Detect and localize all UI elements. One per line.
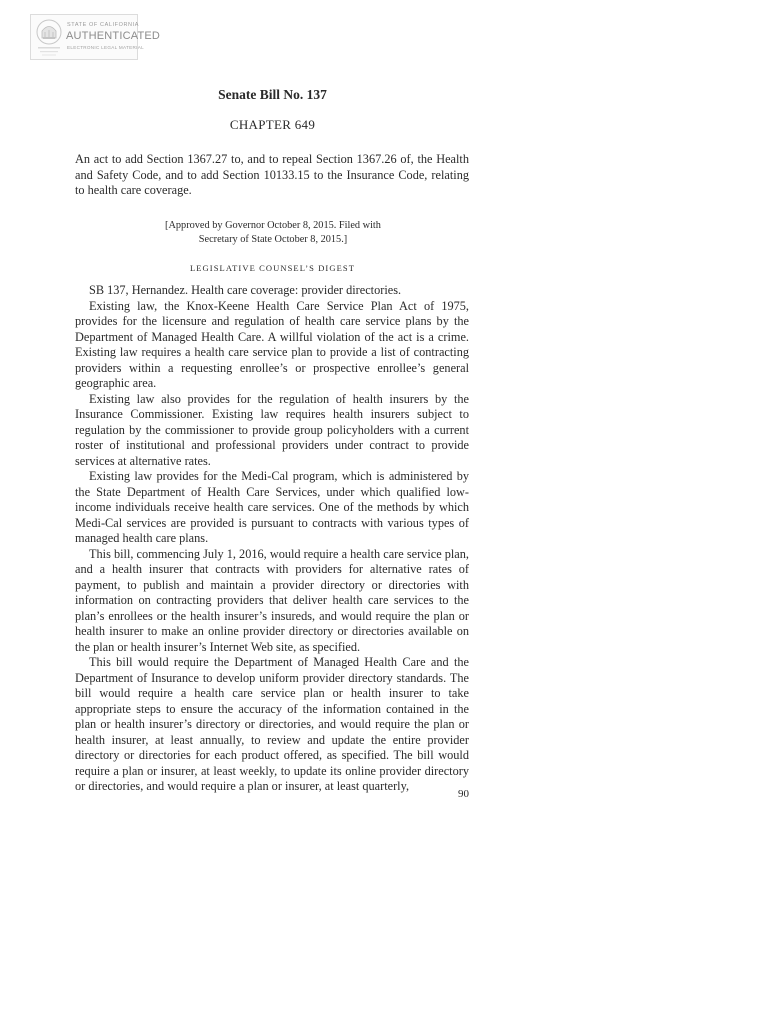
approval-line-2: Secretary of State October 8, 2015.] — [198, 234, 348, 245]
badge-authenticated-label: AUTHENTICATED — [66, 30, 161, 42]
page-number: 90 — [458, 788, 469, 800]
digest-paragraph-summary: SB 137, Hernandez. Health care coverage: provider directories. — [89, 283, 402, 297]
digest-heading: LEGISLATIVE COUNSEL’S DIGEST — [189, 263, 356, 273]
california-seal-icon — [35, 18, 63, 58]
digest-body — [75, 283, 469, 795]
authentication-badge — [30, 14, 161, 60]
digest-paragraph: Existing law, the Knox-Keene Health Care Service Plan Act of 1975, provides for the licensure and regulation of health care service plans by the Department of Managed Health Care. A willful violation of the act is a crime. Existing law requires a health care service plan to provide a list of contracting providers within a requesting enrollee’s or prospective enrollee’s general geographic area. — [75, 298, 469, 390]
badge-state-label: STATE OF CALIFORNIA — [67, 22, 140, 28]
badge-material-label: ELECTRONIC LEGAL MATERIAL — [67, 45, 144, 50]
digest-paragraph: This bill, commencing July 1, 2016, would require a health care service plan, and a health insurer that contracts with providers for alternative rates of payment, to publish and maintain a provider directory or directories with information on contracting providers that deliver health care services to the plan’s enrollees or the health insurer’s insureds, and would require the plan or health insurer to make an online provider directory or directories available on the plan or health insurer’s Internet Web site, as specified. — [75, 546, 469, 654]
act-description: An act to add Section 1367.27 to, and to repeal Section 1367.26 of, the Health and Safety Code, and to add Section 10133.15 to the Insurance Code, relating to health care coverage. — [75, 152, 469, 198]
approval-line-1: [Approved by Governor October 8, 2015. Filed with — [165, 220, 381, 231]
digest-paragraph: Existing law provides for the Medi-Cal program, which is administered by the State Department of Health Care Services, under which qualified low-income individuals receive health care services. One of the methods by which Medi-Cal services are provided is pursuant to contracts with various types of managed health care plans. — [75, 469, 469, 545]
digest-paragraph: This bill would require the Department of Managed Health Care and the Department of Insurance to develop uniform provider directory standards. The bill would require a health care service plan or health insurer to take appropriate steps to ensure the accuracy of the information contained in the plan or health insurer’s directory or directories, and would require the plan or health insurer, at least annually, to review and update the entire provider directory or directories for each product offered, as specified. The bill would require a plan or insurer, at least weekly, to update its online provider directory or directories, and would require a plan or insurer, at least quarterly, — [75, 655, 469, 793]
digest-paragraph: Existing law also provides for the regulation of health insurers by the Insurance Commissioner. Existing law requires health insurers subject to regulation by the commissioner to provide group policyholders with a current roster of institutional and professional providers under contract to provide services at alternative rates. — [75, 391, 469, 468]
chapter-number: CHAPTER 649 — [229, 117, 316, 132]
approval-note — [120, 219, 426, 247]
bill-title: Senate Bill No. 137 — [218, 87, 327, 102]
